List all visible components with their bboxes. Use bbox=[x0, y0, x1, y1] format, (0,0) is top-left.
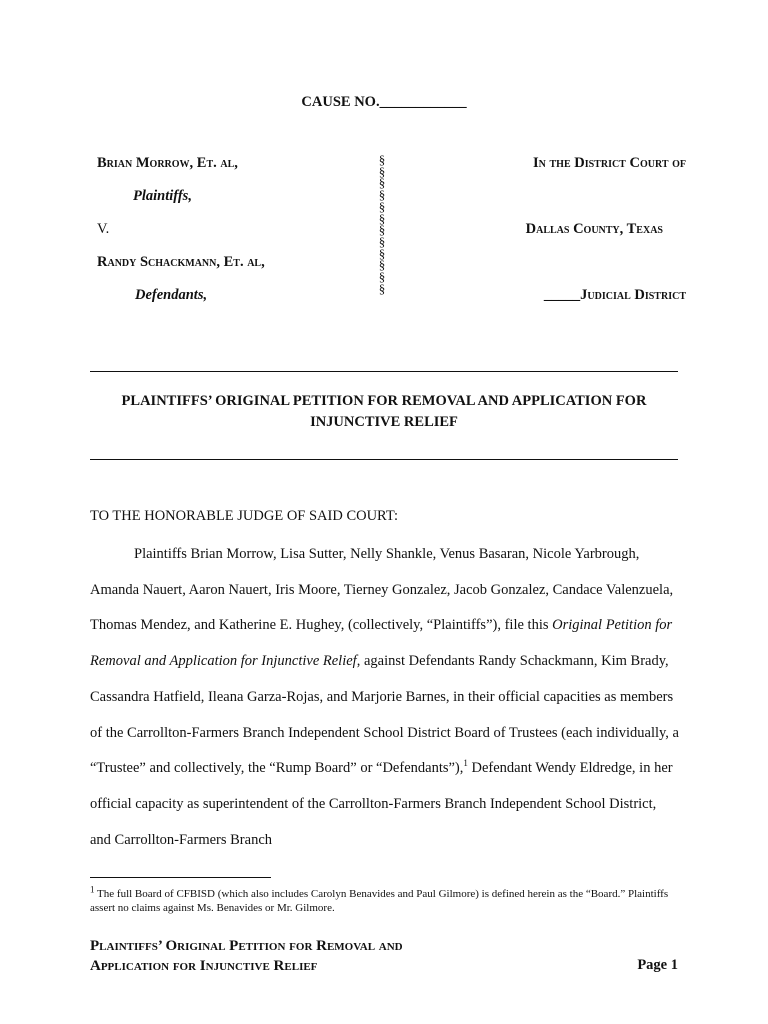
court-line: In the District Court of bbox=[533, 155, 686, 171]
section-mark: § bbox=[378, 257, 386, 273]
section-mark: § bbox=[378, 269, 386, 285]
cause-label: CAUSE NO. bbox=[301, 94, 380, 110]
footnote-reference[interactable]: 1 bbox=[463, 758, 468, 769]
cause-blank: ____________ bbox=[379, 94, 467, 110]
title-line-1: PLAINTIFFS’ ORIGINAL PETITION FOR REMOVAL AND APPLICATION FOR bbox=[121, 393, 647, 409]
footer-title-line-1: Plaintiffs’ Original Petition for Removal and bbox=[90, 938, 403, 954]
district-label: Judicial District bbox=[580, 287, 686, 303]
section-mark: § bbox=[378, 163, 386, 179]
page-number: Page 1 bbox=[637, 957, 678, 973]
section-mark: § bbox=[378, 175, 386, 191]
section-mark: § bbox=[378, 187, 386, 203]
district-blank: _____ bbox=[543, 287, 581, 303]
versus-label: V. bbox=[97, 221, 110, 237]
title-line-2: INJUNCTIVE RELIEF bbox=[310, 414, 458, 430]
body-paragraph bbox=[90, 537, 680, 858]
plaintiff-role: Plaintiffs, bbox=[133, 188, 192, 204]
title-bottom-rule bbox=[90, 459, 678, 460]
county-line: Dallas County, Texas bbox=[525, 221, 663, 237]
cause-number bbox=[0, 94, 768, 111]
footer-title-line-2: Application for Injunctive Relief bbox=[90, 958, 318, 974]
plaintiff-name: Brian Morrow, Et. al, bbox=[97, 155, 238, 171]
paragraph-text-1: Plaintiffs Brian Morrow, Lisa Sutter, Nelly Shankle, Venus Basaran, Nicole Yarbrough, Amanda Nauert, Aaron Nauert, Iris Moore, Tierney Gonzalez, Jacob Gonzalez, Candace Valenzuela, Thomas Mendez, and Katherine E. Hughey, (collectively, “Plaintiffs”), file this bbox=[90, 546, 674, 634]
paragraph-text-3: Defendant Wendy Eldredge, in her official capacity as superintendent of the Carrollton-Farmers Branch Independent School District, and Carrollton-Farmers Branch bbox=[90, 760, 673, 848]
defendant-role: Defendants, bbox=[135, 287, 208, 303]
title-top-rule bbox=[90, 371, 678, 372]
petition-title-italic: Original Petition for Removal and Application for Injunctive Relief bbox=[90, 617, 673, 670]
section-mark: § bbox=[378, 222, 386, 238]
document-title bbox=[90, 391, 678, 433]
section-mark: § bbox=[378, 198, 386, 214]
defendant-name: Randy Schackmann, Et. al, bbox=[97, 254, 265, 270]
section-marks-column bbox=[376, 154, 388, 294]
paragraph-text-2: , against Defendants Randy Schackmann, Kim Brady, Cassandra Hatfield, Ileana Garza-Rojas, and Marjorie Barnes, in their official capacities as members of the Carrollton-Farmers Branch Independent School District Board of Trustees (each individually, a “Trustee” and collectively, the “Rump Board” or “Defendants”), bbox=[90, 653, 679, 777]
section-mark: § bbox=[378, 245, 386, 261]
district-line bbox=[544, 286, 686, 304]
footnote bbox=[90, 884, 680, 915]
section-mark: § bbox=[378, 280, 386, 296]
section-mark: § bbox=[378, 233, 386, 249]
footnote-number: 1 bbox=[90, 884, 95, 895]
section-mark: § bbox=[378, 152, 386, 167]
footnote-text: The full Board of CFBISD (which also includes Carolyn Benavides and Paul Gilmore) is defined herein as the “Board.” Plaintiffs assert no claims against Ms. Benavides or Mr. Gilmore. bbox=[90, 888, 669, 914]
section-mark: § bbox=[378, 210, 386, 226]
footnote-rule bbox=[90, 877, 271, 878]
salutation: TO THE HONORABLE JUDGE OF SAID COURT: bbox=[90, 508, 399, 524]
footer-title bbox=[90, 936, 550, 976]
